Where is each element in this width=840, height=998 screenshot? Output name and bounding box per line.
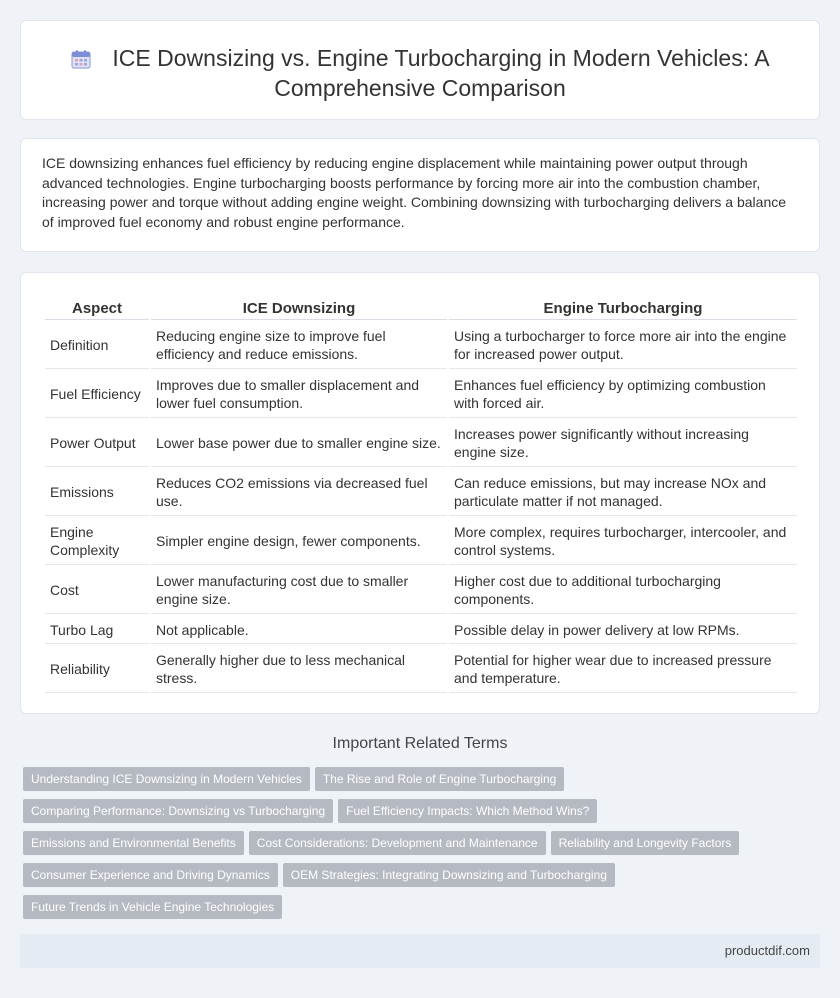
row-engine-turbocharging: Using a turbocharger to force more air into the engine for increased power output. [449,322,797,369]
related-terms-list [23,767,803,927]
row-ice-downsizing: Reduces CO2 emissions via decreased fuel use. [151,469,447,516]
row-engine-turbocharging: Higher cost due to additional turbocharging components. [449,567,797,614]
row-aspect: Fuel Efficiency [45,371,149,418]
row-aspect: Definition [45,322,149,369]
row-engine-turbocharging: More complex, requires turbocharger, intercooler, and control systems. [449,518,797,565]
footer-site-link[interactable]: productdif.com [724,943,810,958]
table-row [45,371,797,418]
page-title-text: ICE Downsizing vs. Engine Turbocharging in Modern Vehicles: A Comprehensive Comparison [112,45,770,101]
related-term-link[interactable]: Understanding ICE Downsizing in Modern Vehicles [23,767,310,791]
row-engine-turbocharging: Increases power significantly without increasing engine size. [449,420,797,467]
related-term-link[interactable]: Future Trends in Vehicle Engine Technologies [23,895,282,919]
row-engine-turbocharging: Enhances fuel efficiency by optimizing combustion with forced air. [449,371,797,418]
related-term-link[interactable]: Fuel Efficiency Impacts: Which Method Wins? [338,799,597,823]
comparison-table-card [20,272,820,714]
calendar-icon [70,48,92,70]
table-row [45,646,797,693]
title-card [20,20,820,120]
row-aspect: Turbo Lag [45,616,149,644]
row-engine-turbocharging: Possible delay in power delivery at low RPMs. [449,616,797,644]
comparison-table [43,296,799,695]
related-term-link[interactable]: Emissions and Environmental Benefits [23,831,244,855]
table-row [45,518,797,565]
row-ice-downsizing: Reducing engine size to improve fuel efficiency and reduce emissions. [151,322,447,369]
row-aspect: Cost [45,567,149,614]
related-terms-title: Important Related Terms [332,735,508,752]
related-term-link[interactable]: The Rise and Role of Engine Turbocharging [315,767,564,791]
row-engine-turbocharging: Potential for higher wear due to increased pressure and temperature. [449,646,797,693]
footer [20,934,820,968]
related-term-link[interactable]: Consumer Experience and Driving Dynamics [23,863,278,887]
related-term-link[interactable]: Comparing Performance: Downsizing vs Turbocharging [23,799,333,823]
header-engine-turbocharging: Engine Turbocharging [449,298,797,320]
row-ice-downsizing: Not applicable. [151,616,447,644]
row-ice-downsizing: Lower manufacturing cost due to smaller engine size. [151,567,447,614]
related-term-link[interactable]: OEM Strategies: Integrating Downsizing and Turbocharging [283,863,615,887]
table-row [45,322,797,369]
row-aspect: Engine Complexity [45,518,149,565]
related-term-link[interactable]: Reliability and Longevity Factors [551,831,740,855]
table-row [45,567,797,614]
header-aspect: Aspect [45,298,149,320]
table-row [45,469,797,516]
table-row [45,616,797,644]
row-ice-downsizing: Generally higher due to less mechanical stress. [151,646,447,693]
row-ice-downsizing: Lower base power due to smaller engine size. [151,420,447,467]
row-ice-downsizing: Simpler engine design, fewer components. [151,518,447,565]
table-header-row [45,298,797,320]
row-aspect: Power Output [45,420,149,467]
intro-card [20,138,820,252]
intro-paragraph: ICE downsizing enhances fuel efficiency by reducing engine displacement while maintaining power output through advanced technologies. Engine turbocharging boosts performance by forcing more air into the combustion chamber, increasing power and torque without adding engine weight. Combining downsizing with turbocharging delivers a balance of improved fuel economy and robust engine performance. [42,155,787,230]
related-term-link[interactable]: Cost Considerations: Development and Maintenance [249,831,546,855]
row-engine-turbocharging: Can reduce emissions, but may increase NOx and particulate matter if not managed. [449,469,797,516]
row-aspect: Emissions [45,469,149,516]
header-ice-downsizing: ICE Downsizing [151,298,447,320]
table-row [45,420,797,467]
row-ice-downsizing: Improves due to smaller displacement and lower fuel consumption. [151,371,447,418]
row-aspect: Reliability [45,646,149,693]
page-title [51,43,789,103]
